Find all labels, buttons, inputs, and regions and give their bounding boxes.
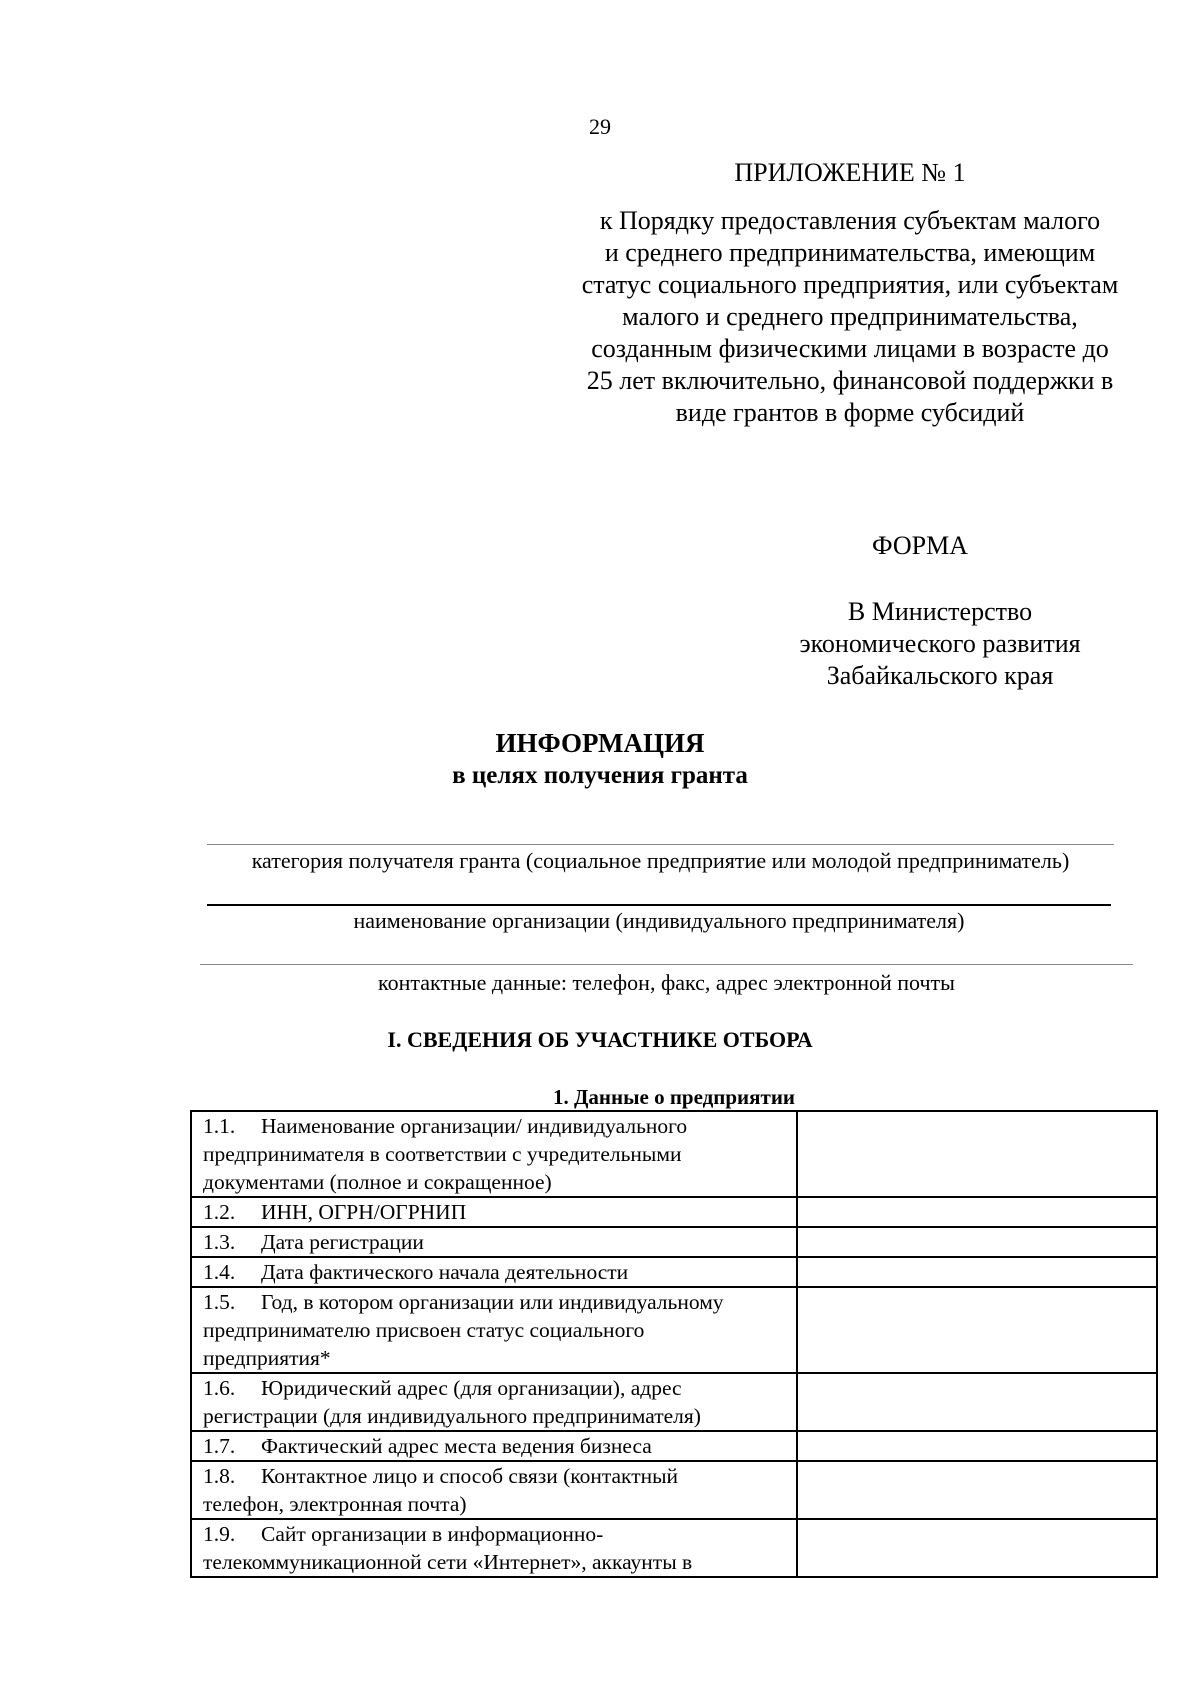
addressee-line: Забайкальского края: [826, 661, 1054, 690]
row-label-cell: [191, 1287, 797, 1373]
document-subtitle: в целях получения гранта: [452, 762, 748, 789]
row-value-cell[interactable]: [797, 1227, 1157, 1257]
row-number: 1.9.: [203, 1522, 236, 1546]
row-label-cell: [191, 1227, 797, 1257]
row-label-line: Фактический адрес места ведения бизнеса: [261, 1434, 652, 1458]
table-row: [191, 1519, 1157, 1577]
appendix-subtitle-line: статус социального предприятия, или субъектам: [581, 270, 1119, 299]
row-label-cell: [191, 1373, 797, 1431]
row-number: 1.4.: [203, 1260, 236, 1284]
row-label-line: Наименование организации/ индивидуального: [261, 1114, 688, 1138]
table-row: [191, 1227, 1157, 1257]
row-label-line: Дата регистрации: [261, 1230, 424, 1254]
appendix-subtitle-line: созданным физическими лицами в возрасте до: [591, 334, 1109, 363]
row-number: 1.7.: [203, 1434, 236, 1458]
organization-caption: наименование организации (индивидуального предпринимателя): [353, 908, 965, 933]
row-label-cell: [191, 1519, 797, 1577]
table-row: [191, 1257, 1157, 1287]
row-label-cell: [191, 1111, 797, 1197]
row-number: 1.5.: [203, 1290, 236, 1314]
appendix-subtitle-line: малого и среднего предпринимательства,: [622, 302, 1078, 331]
contacts-caption: контактные данные: телефон, факс, адрес электронной почты: [378, 970, 955, 995]
row-label-line: ИНН, ОГРН/ОГРНИП: [261, 1200, 467, 1224]
row-value-cell[interactable]: [797, 1431, 1157, 1461]
category-fill-line[interactable]: [207, 844, 1114, 845]
row-number: 1.1.: [203, 1114, 236, 1138]
addressee-line: В Министерство: [847, 597, 1033, 626]
row-label-line: телефон, электронная почта): [203, 1492, 467, 1516]
row-label-line: Контактное лицо и способ связи (контактный: [261, 1464, 679, 1488]
row-label-line: Год, в котором организации или индивидуальному: [261, 1290, 724, 1314]
table-row: [191, 1461, 1157, 1519]
table-row: [191, 1287, 1157, 1373]
row-value-cell[interactable]: [797, 1287, 1157, 1373]
row-number: 1.8.: [203, 1464, 236, 1488]
row-label-line: документами (полное и сокращенное): [203, 1170, 552, 1194]
row-value-cell[interactable]: [797, 1461, 1157, 1519]
addressee-block: [700, 596, 1180, 692]
row-number: 1.3.: [203, 1230, 236, 1254]
appendix-subtitle-line: виде грантов в форме субсидий: [675, 398, 1025, 427]
form-label: ФОРМА: [872, 531, 968, 560]
row-label-line: регистрации (для индивидуального предпринимателя): [203, 1404, 701, 1428]
addressee-line: экономического развития: [799, 629, 1081, 658]
appendix-subtitle: [545, 205, 1155, 429]
document-title: ИНФОРМАЦИЯ: [495, 728, 705, 758]
row-value-cell[interactable]: [797, 1373, 1157, 1431]
row-label-line: телекоммуникационной сети «Интернет», аккаунты в: [203, 1550, 693, 1574]
appendix-title: ПРИЛОЖЕНИЕ № 1: [734, 158, 966, 187]
row-value-cell[interactable]: [797, 1519, 1157, 1577]
row-label-line: Юридический адрес (для организации), адрес: [261, 1376, 682, 1400]
table-row: [191, 1197, 1157, 1227]
row-label-cell: [191, 1431, 797, 1461]
enterprise-data-table: [190, 1110, 1158, 1578]
appendix-subtitle-line: и среднего предпринимательства, имеющим: [604, 238, 1096, 267]
row-label-cell: [191, 1461, 797, 1519]
row-label-cell: [191, 1257, 797, 1287]
contacts-fill-line[interactable]: [200, 964, 1133, 965]
appendix-subtitle-line: к Порядку предоставления субъектам малого: [599, 206, 1101, 235]
row-number: 1.2.: [203, 1200, 236, 1224]
row-label-cell: [191, 1197, 797, 1227]
category-caption: категория получателя гранта (социальное предприятие или молодой предприниматель): [251, 848, 1070, 873]
table-row: [191, 1373, 1157, 1431]
section-heading: I. СВЕДЕНИЯ ОБ УЧАСТНИКЕ ОТБОРА: [387, 1027, 813, 1052]
table-caption: 1. Данные о предприятии: [552, 1085, 796, 1109]
row-value-cell[interactable]: [797, 1257, 1157, 1287]
row-number: 1.6.: [203, 1376, 236, 1400]
page-number: 29: [589, 114, 611, 139]
row-label-line: Сайт организации в информационно-: [261, 1522, 604, 1546]
organization-fill-line[interactable]: [207, 904, 1111, 906]
row-value-cell[interactable]: [797, 1197, 1157, 1227]
row-label-line: предпринимателю присвоен статус социального: [203, 1318, 645, 1342]
row-value-cell[interactable]: [797, 1111, 1157, 1197]
row-label-line: предприятия*: [203, 1346, 331, 1370]
appendix-subtitle-line: 25 лет включительно, финансовой поддержки в: [586, 366, 1114, 395]
row-label-line: Дата фактического начала деятельности: [261, 1260, 629, 1284]
table-row: [191, 1431, 1157, 1461]
table-row: [191, 1111, 1157, 1197]
row-label-line: предпринимателя в соответствии с учредительными: [203, 1142, 682, 1166]
